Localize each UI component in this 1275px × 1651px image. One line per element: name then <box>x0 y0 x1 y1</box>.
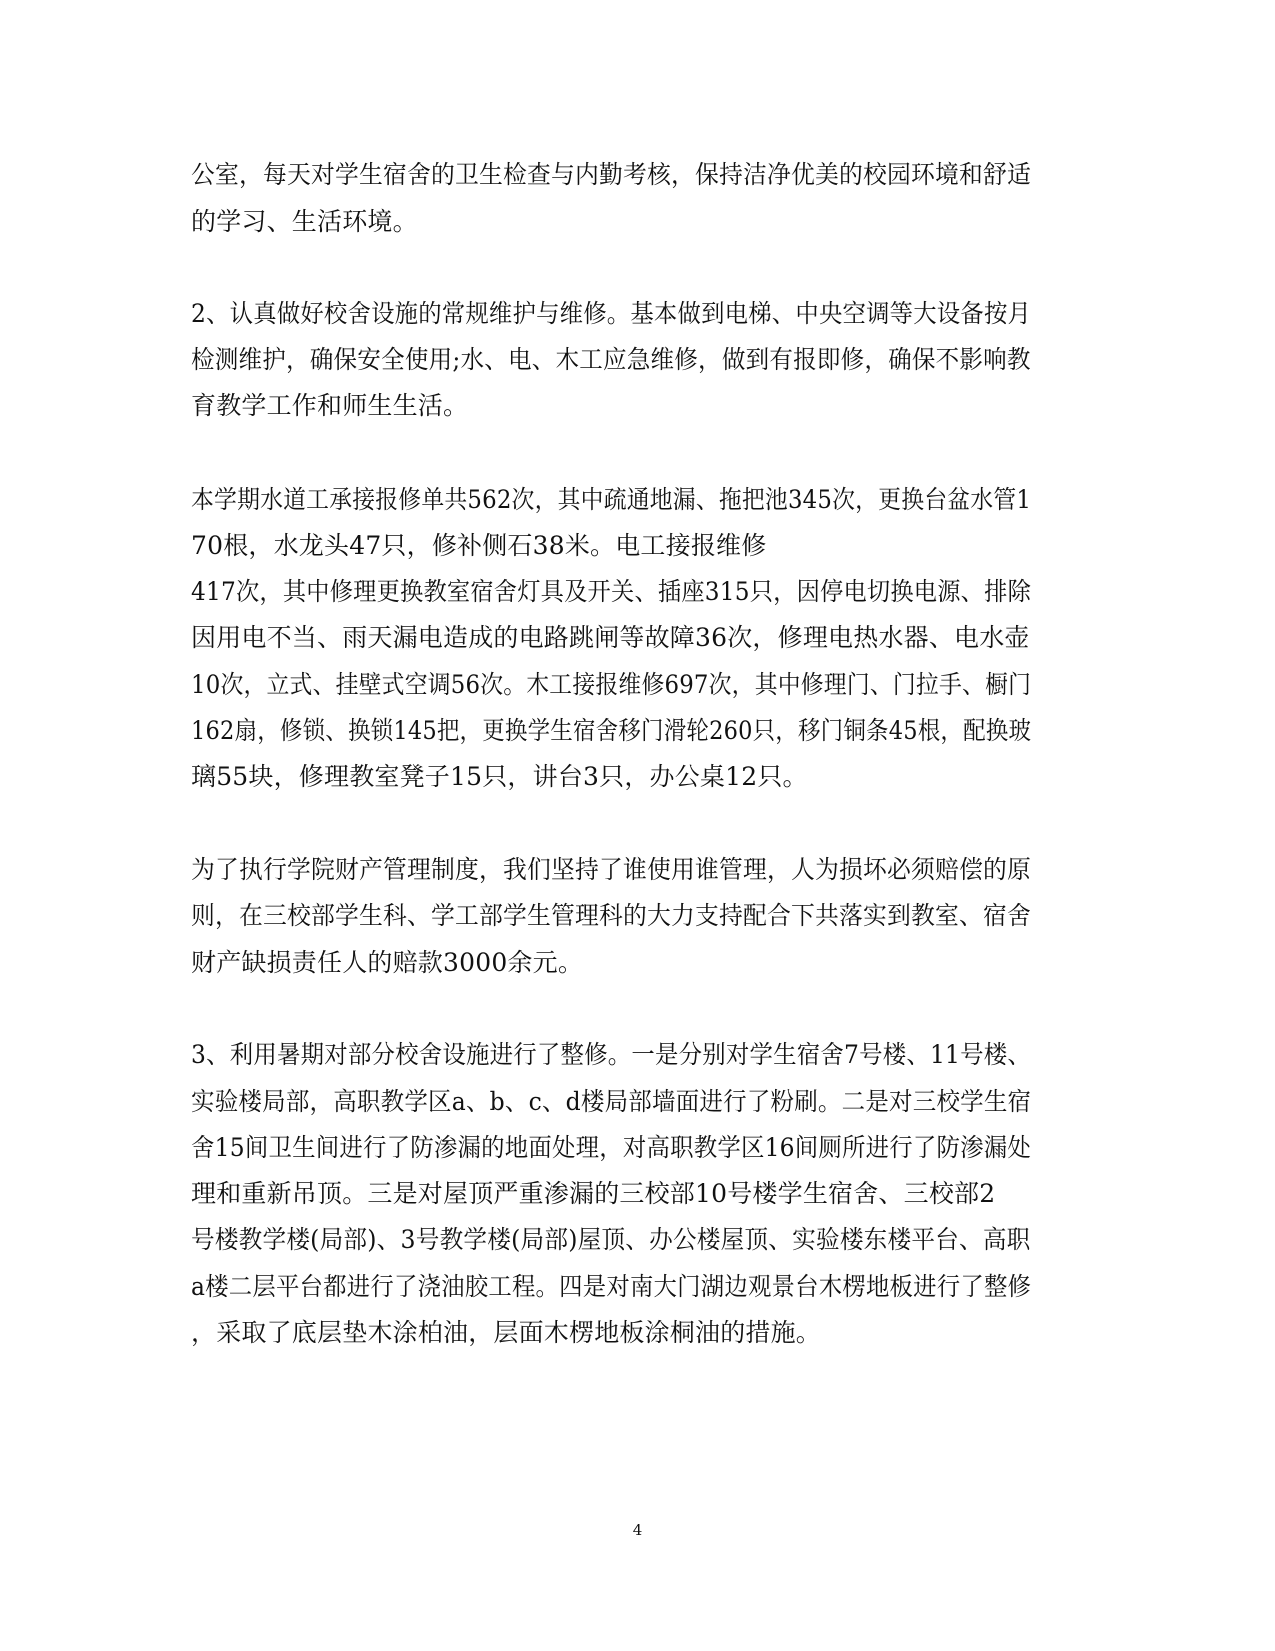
text-line: 70根，水龙头47只，修补侧石38米。电工接报维修 <box>191 531 767 560</box>
text-line: 本学期水道工承接报修单共562次，其中疏通地漏、拖把池345次，更换台盆水管1 <box>191 485 1032 514</box>
text-line: 则，在三校部学生科、学工部学生管理科的大力支持配合下共落实到教室、宿舍 <box>191 901 1032 930</box>
text-line: ，采取了底层垫木涂柏油，层面木楞地板涂桐油的措施。 <box>191 1318 822 1347</box>
text-line: 162扇，修锁、换锁145把，更换学生宿舍移门滑轮260只，移门铜条45根，配换玻 <box>191 716 1032 745</box>
text-line: 3、利用暑期对部分校舍设施进行了整修。一是分别对学生宿舍7号楼、11号楼、 <box>191 1040 1032 1069</box>
text-line: 璃55块，修理教室凳子15只，讲台3只，办公桌12只。 <box>191 762 808 791</box>
text-line: 舍15间卫生间进行了防渗漏的地面处理，对高职教学区16间厕所进行了防渗漏处 <box>191 1133 1032 1162</box>
text-line: 实验楼局部，高职教学区a、b、c、d楼局部墙面进行了粉刷。二是对三校学生宿 <box>191 1087 1032 1116</box>
text-line: 育教学工作和师生生活。 <box>191 391 469 420</box>
text-line: 为了执行学院财产管理制度，我们坚持了谁使用谁管理，人为损坏必须赔偿的原 <box>191 855 1032 884</box>
text-line: 号楼教学楼(局部)、3号教学楼(局部)屋顶、办公楼屋顶、实验楼东楼平台、高职 <box>191 1225 1031 1254</box>
text-line: 财产缺损责任人的赔款3000余元。 <box>191 948 584 977</box>
text-line: 公室，每天对学生宿舍的卫生检查与内勤考核，保持洁净优美的校园环境和舒适 <box>191 160 1032 189</box>
text-line: 10次，立式、挂壁式空调56次。木工接报维修697次，其中修理门、门拉手、橱门 <box>191 670 1032 699</box>
text-line: 理和重新吊顶。三是对屋顶严重渗漏的三校部10号楼学生宿舍、三校部2 <box>191 1179 996 1208</box>
text-line: 2、认真做好校舍设施的常规维护与维修。基本做到电梯、中央空调等大设备按月 <box>191 299 1032 328</box>
text-line: 检测维护，确保安全使用;水、电、木工应急维修，做到有报即修，确保不影响教 <box>191 345 1031 374</box>
text-line: a楼二层平台都进行了浇油胶工程。四是对南大门湖边观景台木楞地板进行了整修 <box>191 1272 1032 1301</box>
page-number: 4 <box>632 1521 643 1539</box>
text-line: 417次，其中修理更换教室宿舍灯具及开关、插座315只，因停电切换电源、排除 <box>191 577 1032 606</box>
text-line: 因用电不当、雨天漏电造成的电路跳闸等故障36次，修理电热水器、电水壶 <box>191 623 1030 652</box>
text-line: 的学习、生活环境。 <box>191 207 418 236</box>
